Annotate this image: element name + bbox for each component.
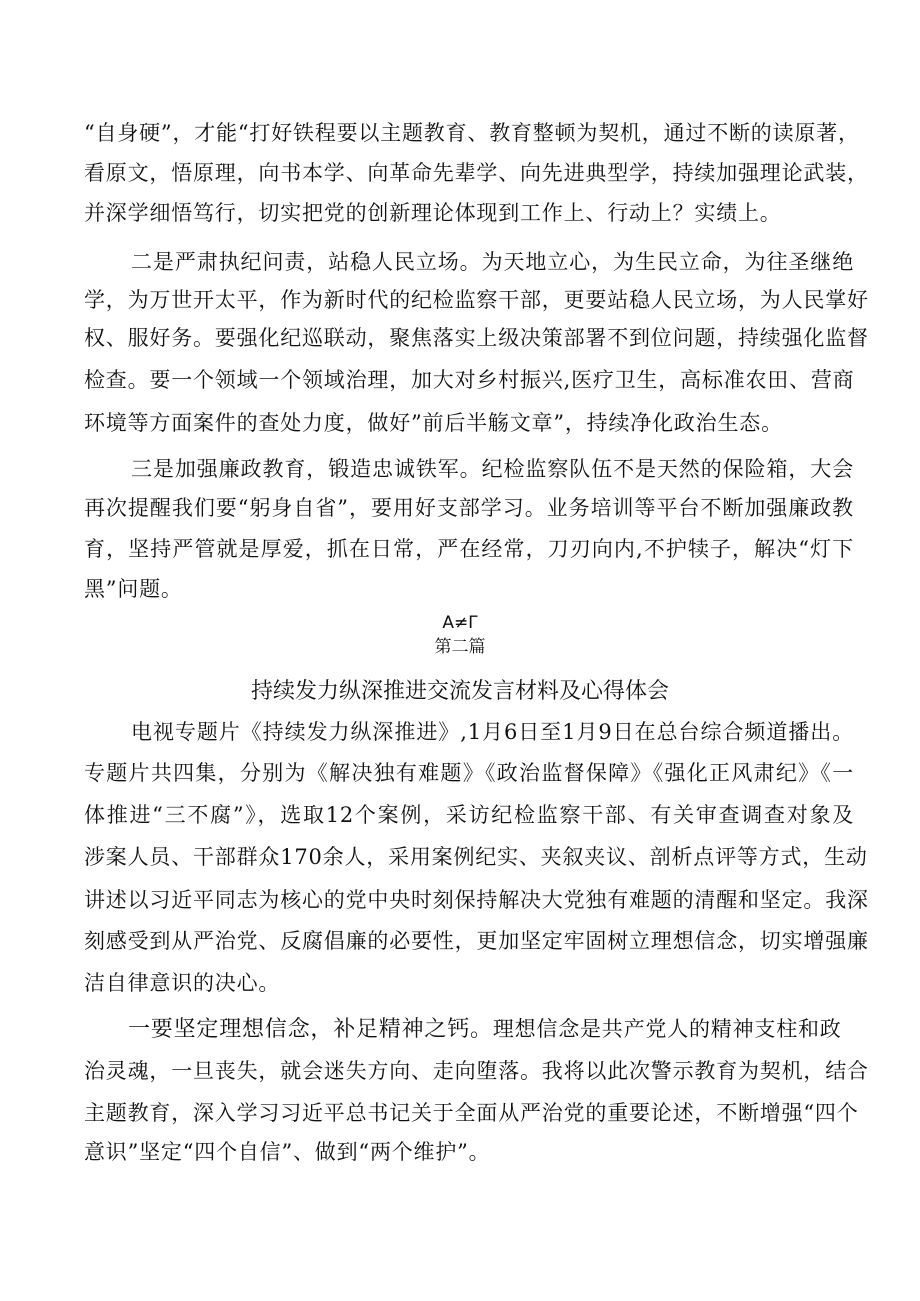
paragraph-line: 二是严肃执纪问责，站稳人民立场。为天地立心，为生民立命，为往圣继绝 [131,250,854,274]
paragraph-line: 再次提醒我们要“躬身自省”，要用好支部学习。业务培训等平台不断加强廉政教 [84,496,854,520]
paragraph-line: 意识”坚定“四个自信”、做到“两个维护”。 [84,1140,491,1164]
section-label: 第二篇 [434,637,486,657]
paragraph-line: 育，坚持严管就是厚爱，抓在日常，严在经常，刀刃向内,不护犊子，解决“灯下 [84,537,854,561]
paragraph-line: 涉案人员、干部群众170余人，采用案例纪实、夹叙夹议、剖析点评等方式，生动 [84,845,868,869]
paragraph-line: 讲述以习近平同志为核心的党中央时刻保持解决大党独有难题的清醒和坚定。我深 [84,888,869,912]
paragraph-heading: 一要坚定理想信念，补足精神之钙。 [128,1017,493,1042]
paragraph-line: 看原文，悟原理，向书本学、向革命先辈学、向先进典型学，持续加强理论武装， [84,161,869,185]
paragraph-line [128,1016,854,1043]
paragraph-line: 黑”问题。 [84,577,183,601]
paragraph-line: 体推进“三不腐”》，选取12个案例，采访纪检监察干部、有关审查调查对象及 [84,803,854,827]
article-title: 持续发力纵深推进交流发言材料及心得体会 [250,679,669,704]
paragraph-line: 刻感受到从严治党、反腐倡廉的必要性，更加坚定牢固树立理想信念，切实增强廉 [84,929,869,953]
paragraph-line: 主题教育，深入学习习近平总书记关于全面从严治党的重要论述，不断增强“四个 [84,1101,859,1125]
paragraph-line: 环境等方面案件的查处力度，做好”前后半觞文章”，持续净化政治生态。 [84,411,783,435]
paragraph-line: 权、服好务。要强化纪巡联动，聚焦落实上级决策部署不到位问题，持续强化监督 [84,326,869,350]
paragraph-text: 理想信念是共产党人的精神支柱和政 [492,1017,842,1041]
paragraph-line: 学，为万世开太平，作为新时代的纪检监察干部，更要站稳人民立场，为人民掌好 [84,288,869,312]
paragraph-line: 治灵魂，一旦丧失，就会迷失方向、走向堕落。我将以此次警示教育为契机，结合 [84,1059,869,1083]
paragraph-line: 电视专题片《持续发力纵深推进》,1月6日至1月9日在总台综合频道播出。 [131,720,854,744]
paragraph-line: 专题片共四集，分别为《解决独有难题》《政治监督保障》《强化正风肃纪》《一 [84,761,854,785]
section-marker: A≠Γ [442,613,478,633]
paragraph-line: 洁自律意识的决心。 [84,971,281,995]
paragraph-line: 并深学细悟笃行，切实把党的创新理论体现到工作上、行动上？实绩上。 [84,201,782,225]
paragraph-line: 检查。要一个领域一个领域治理，加大对乡村振兴,医疗卫生，高标准农田、营商 [84,368,855,392]
paragraph-line: “自身硬”，才能“打好铁程要以主题教育、教育整顿为契机，通过不断的读原著， [84,121,860,145]
paragraph-line: 三是加强廉政教育，锻造忠诚铁军。纪检监察队伍不是天然的保险箱，大会 [131,457,854,481]
